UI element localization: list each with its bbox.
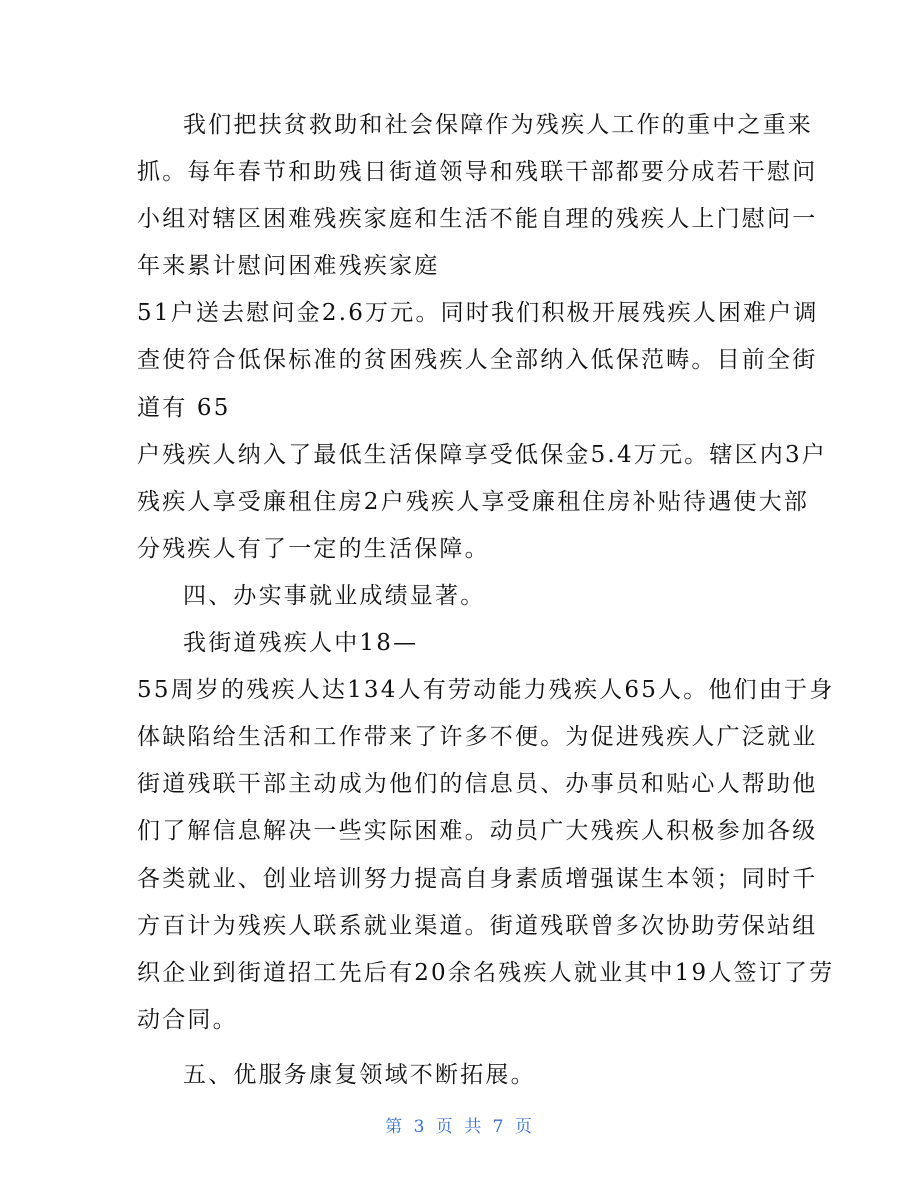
- paragraph: [137, 667, 835, 1044]
- paragraph: [137, 573, 787, 620]
- text-line: 五、优服务康复领域不断拓展。: [183, 1061, 536, 1088]
- text-line: 残疾人享受廉租住房2户残疾人享受廉租住房补贴待遇使大部: [137, 488, 810, 515]
- page-number-footer: 第 3 页 共 7 页: [385, 1117, 535, 1137]
- text-line: 55周岁的残疾人达134人有劳动能力残疾人65人。他们由于身: [137, 677, 835, 704]
- text-line: 们了解信息解决一些实际困难。动员广大残疾人积极参加各级: [137, 818, 818, 845]
- paragraph: [137, 1052, 787, 1099]
- text-line: 户残疾人纳入了最低生活保障享受低保金5.4万元。辖区内3户: [137, 441, 828, 468]
- text-line: 抓。每年春节和助残日街道领导和残联干部都要分成若干慰问: [137, 159, 818, 186]
- text-line: 织企业到街道招工先后有20余名残疾人就业其中19人签订了劳: [137, 959, 835, 986]
- text-line: 方百计为残疾人联系就业渠道。街道残联曾多次协助劳保站组: [137, 912, 818, 939]
- document-body: [137, 102, 835, 1099]
- paragraph: [137, 432, 828, 573]
- text-line: 小组对辖区困难残疾家庭和生活不能自理的残疾人上门慰问一: [137, 206, 818, 233]
- text-line: 街道残联干部主动成为他们的信息员、办事员和贴心人帮助他: [137, 771, 818, 798]
- paragraph: [137, 290, 819, 431]
- text-line: 年来累计慰问困难残疾家庭: [137, 253, 440, 280]
- paragraph: [137, 620, 787, 667]
- text-line: 分残疾人有了一定的生活保障。: [137, 535, 490, 562]
- paragraph: [137, 102, 818, 290]
- text-line: 查使符合低保标准的贫困残疾人全部纳入低保范畴。目前全街: [137, 347, 818, 374]
- text-line: 道有 65: [137, 394, 231, 421]
- text-line: 51户送去慰问金2.6万元。同时我们积极开展残疾人困难户调: [137, 300, 819, 327]
- text-line: 我们把扶贫救助和社会保障作为残疾人工作的重中之重来: [183, 112, 813, 138]
- text-line: 动合同。: [137, 1006, 238, 1033]
- text-line: 体缺陷给生活和工作带来了许多不便。为促进残疾人广泛就业: [137, 724, 818, 751]
- text-line: 各类就业、创业培训努力提高自身素质增强谋生本领；同时千: [137, 865, 818, 892]
- text-line: 我街道残疾人中18—: [183, 630, 419, 657]
- text-line: 四、办实事就业成绩显著。: [183, 582, 486, 609]
